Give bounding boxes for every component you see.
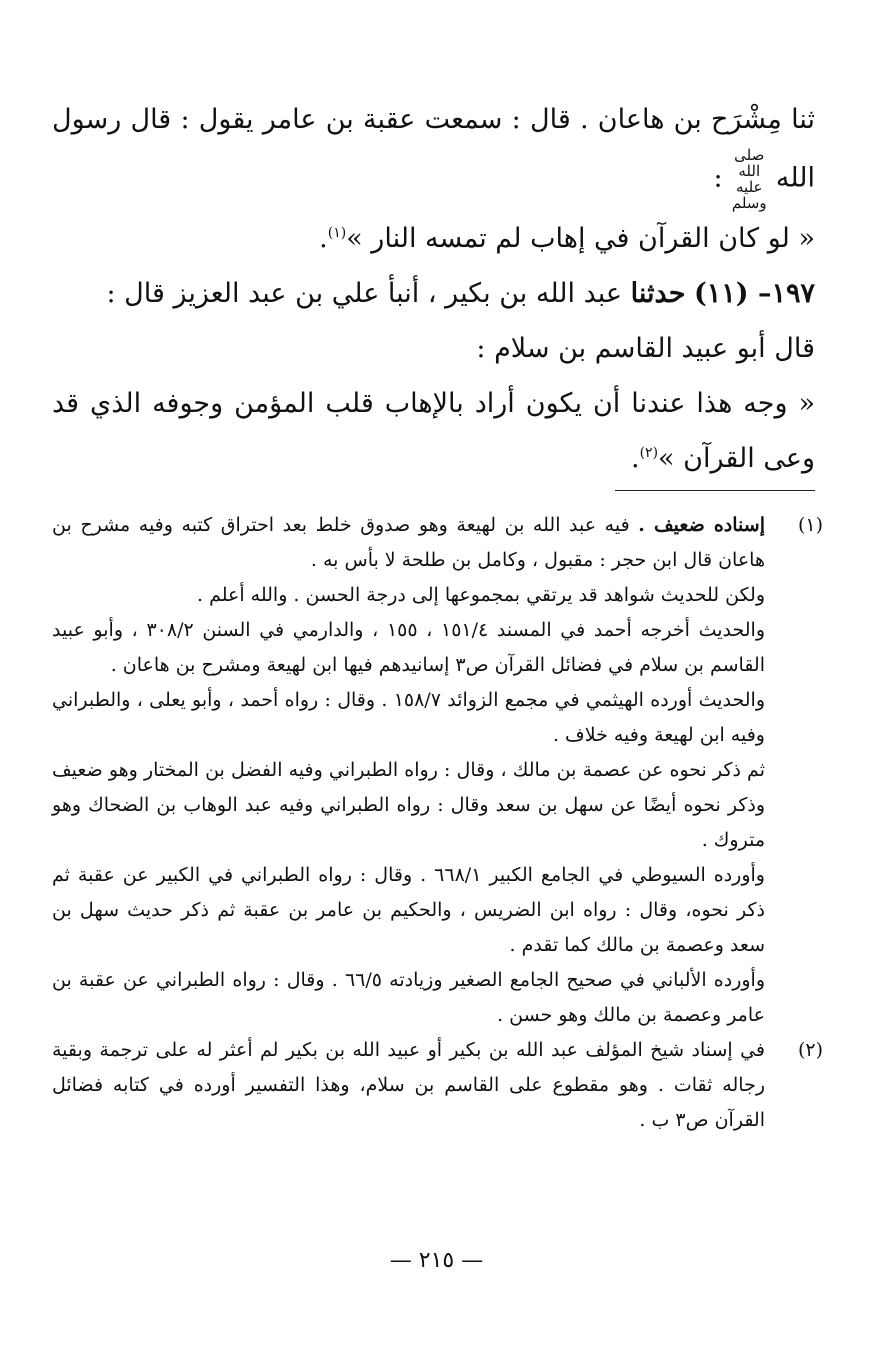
hadith-text xyxy=(52,211,815,266)
quote-end: . xyxy=(630,443,640,474)
footnote-2-para-1: في إسناد شيخ المؤلف عبد الله بن بكير أو عبيد الله بن بكير لم أعثر له على ترجمة وبقية رجاله ثقات . وهو مقطوع على القاسم بن سلام، وهذا التفسير أورده في كتابه فضائل القرآن ص٣ ب . xyxy=(52,1039,765,1131)
footnote-1-para-1 xyxy=(52,508,765,578)
colon: : xyxy=(713,162,723,194)
hadith-quote: « لو كان القرآن في إهاب لم تمسه النار » xyxy=(346,223,815,254)
footnote-1-grade: إسناده ضعيف . xyxy=(638,514,765,536)
footnote-1-para-7: وأورده الألباني في صحيح الجامع الصغير وزيادته ٦٦/٥ . وقال : رواه الطبراني عن عقبة بن عامر وعصمة بن مالك وهو حسن . xyxy=(52,969,765,1026)
footnote-1-para-5: ثم ذكر نحوه عن عصمة بن مالك ، وقال : رواه الطبراني وفيه الفضل بن المختار وهو ضعيف وذكر نحوه أيضًا عن سهل بن سعد وقال : رواه الطبراني وفيه عبد الوهاب بن الضحاك وهو متروك . xyxy=(52,759,765,851)
footnotes xyxy=(52,508,823,1138)
footnote-ref-2: (٢) xyxy=(639,445,659,461)
hadith-end: . xyxy=(319,223,328,254)
page-number: — ٢١٥ — xyxy=(389,1248,484,1273)
entry-number: ١٩٧– (١١) xyxy=(694,278,815,309)
chain-line: ثنا مِشْرَح بن هاعان . قال : سمعت عقبة بن عامر يقول : قال رسول الله xyxy=(52,104,815,194)
footnote-1-para-2: ولكن للحديث شواهد قد يرتقي بمجموعها إلى درجة الحسن . والله أعلم . xyxy=(196,584,765,606)
entry-haddathana: حدثنا xyxy=(630,278,686,309)
salutation-symbol: صلى الله عليه وسلم xyxy=(731,146,767,212)
footnote-2-number: (٢) xyxy=(797,1039,823,1061)
footnote-2 xyxy=(52,1033,823,1138)
footnote-separator xyxy=(615,490,815,491)
footnote-1-para-6: وأورده السيوطي في الجامع الكبير ٦٦٨/١ . وقال : رواه الطبراني في الكبير عن عقبة ثم ذكر نحوه، وقال : رواه ابن الضريس ، والحكيم بن عامر بن عقبة ثم ذكر حديث سهل بن سعد وعصمة بن مالك كما تقدم . xyxy=(52,864,765,956)
main-paragraph-1 xyxy=(52,92,815,211)
footnote-1-text: فيه عبد الله بن لهيعة وهو صدوق خلط بعد احتراق كتبه وفيه مشرح بن هاعان قال ابن حجر : مقبول ، وكامل بن طلحة لا بأس به . xyxy=(52,514,765,571)
footnote-ref-1: (١) xyxy=(327,225,347,241)
entry-197 xyxy=(52,266,815,321)
footnote-1-number: (١) xyxy=(797,514,823,536)
entry-chain: عبد الله بن بكير ، أنبأ علي بن عبد العزيز قال : xyxy=(106,278,623,309)
main-text xyxy=(52,92,815,486)
quote-text: « وجه هذا عندنا أن يكون أراد بالإهاب قلب المؤمن وجوفه الذي قد وعى القرآن » xyxy=(52,388,815,474)
explanation-quote xyxy=(52,376,815,486)
footnote-1 xyxy=(52,508,823,1033)
qal-line: قال أبو عبيد القاسم بن سلام : xyxy=(476,333,815,364)
footnote-1-para-3: والحديث أخرجه أحمد في المسند ١٥١/٤ ، ١٥٥ ، والدارمي في السنن ٣٠٨/٢ ، وأبو عبيد القاسم بن سلام في فضائل القرآن ص٣ إسانيدهم فيها ابن لهيعة ومشرح بن هاعان . xyxy=(52,619,766,676)
footnote-1-para-4: والحديث أورده الهيثمي في مجمع الزوائد ١٥٨/٧ . وقال : رواه أحمد ، وأبو يعلى ، والطبراني وفيه ابن لهيعة وفيه خلاف . xyxy=(52,689,766,746)
